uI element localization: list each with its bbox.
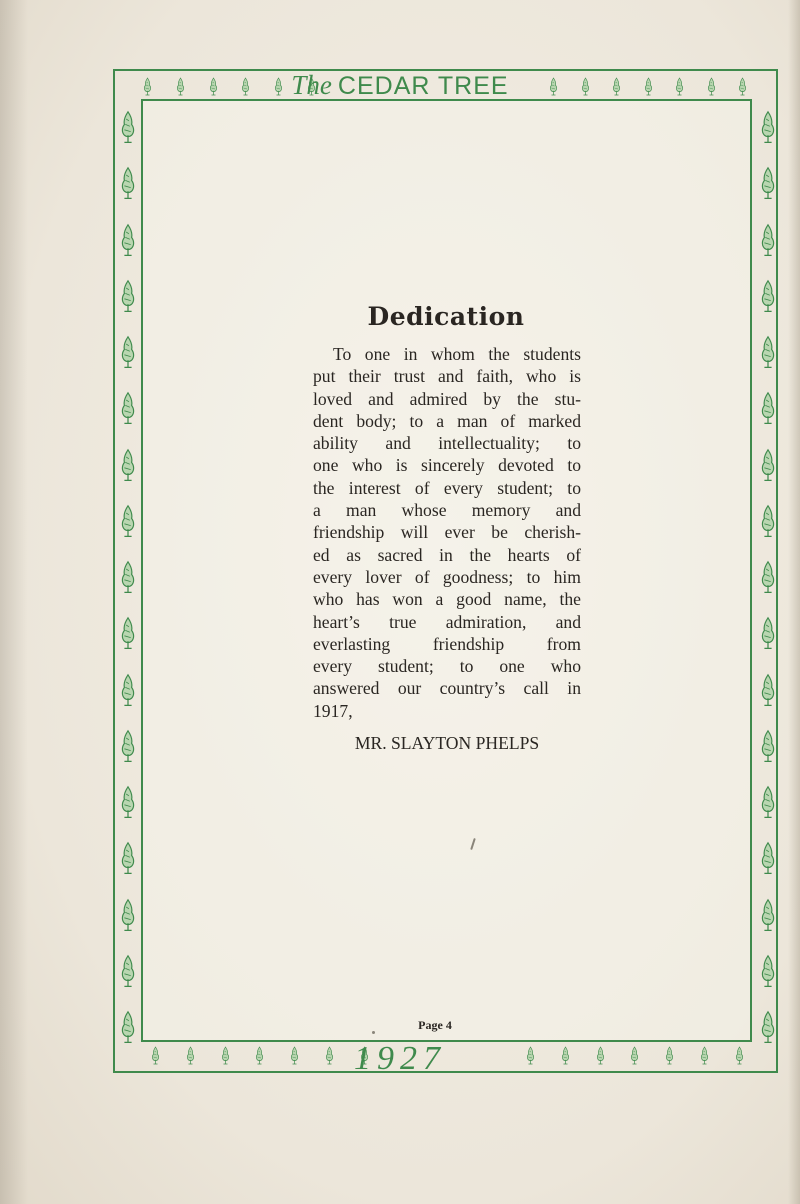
cedar-tree-icon [759,558,777,598]
cedar-tree-icon [119,558,137,598]
cedar-tree-icon [759,671,777,711]
dedication-line: ed as sacred in the hearts of [313,544,581,565]
cedar-tree-icon [119,727,137,767]
cedar-tree-icon [759,614,777,654]
paper-speck [372,1031,375,1034]
dedication-line: dent body; to a man of marked [313,410,581,431]
right-tree-border [756,108,780,1048]
cedar-tree-icon [759,839,777,879]
dedication-line: answered our country’s call in [313,678,581,699]
cedar-tree-icon [119,952,137,992]
cedar-tree-icon [759,446,777,486]
dedication-line: the interest of every student; to [313,477,581,498]
header-prefix: The [291,70,332,100]
cedar-tree-icon [759,727,777,767]
honoree-name: MR. SLAYTON PHELPS [354,733,540,753]
dedication-paragraph [313,343,581,722]
left-tree-border [116,108,140,1048]
dedication-line: ability and intellectuality; to [313,433,581,454]
dedication-line: one who is sincerely devoted to [313,455,581,476]
cedar-tree-icon [119,614,137,654]
dedication-line: put their trust and faith, who is [313,366,581,387]
header-title [0,70,800,101]
cedar-tree-icon [759,108,777,148]
cedar-tree-icon [119,389,137,429]
cedar-tree-icon [119,221,137,261]
cedar-tree-icon [119,164,137,204]
cedar-tree-icon [759,502,777,542]
dedication-line: To one in whom the students [333,344,581,364]
cedar-tree-icon [119,783,137,823]
page-number: Page 4 [418,1018,452,1032]
dedication-line: 1917, [313,700,353,721]
cedar-tree-icon [119,839,137,879]
dedication-heading: Dedication [367,302,525,331]
dedication-line: loved and admired by the stu- [313,388,581,409]
cedar-tree-icon [759,221,777,261]
cedar-tree-icon [119,333,137,373]
cedar-tree-icon [759,333,777,373]
cedar-tree-icon [119,277,137,317]
footer-year: 1927 [354,1040,446,1077]
cedar-tree-icon [759,277,777,317]
dedication-line: a man whose memory and [313,500,581,521]
dedication-line: who has won a good name, the [313,589,581,610]
cedar-tree-icon [119,108,137,148]
dedication-line: friendship will ever be cherish- [313,522,581,543]
cedar-tree-icon [759,389,777,429]
cedar-tree-icon [119,446,137,486]
cedar-tree-icon [759,164,777,204]
header-title-text: CEDAR TREE [337,72,509,100]
cedar-tree-icon [119,502,137,542]
dedication-line: everlasting friendship from [313,633,581,654]
dedication-line: every lover of goodness; to him [313,566,581,587]
cedar-tree-icon [759,896,777,936]
cedar-tree-icon [759,952,777,992]
cedar-tree-icon [119,896,137,936]
dedication-line: every student; to one who [313,656,581,677]
cedar-tree-icon [759,783,777,823]
cedar-tree-icon [119,671,137,711]
dedication-line: heart’s true admiration, and [313,611,581,632]
